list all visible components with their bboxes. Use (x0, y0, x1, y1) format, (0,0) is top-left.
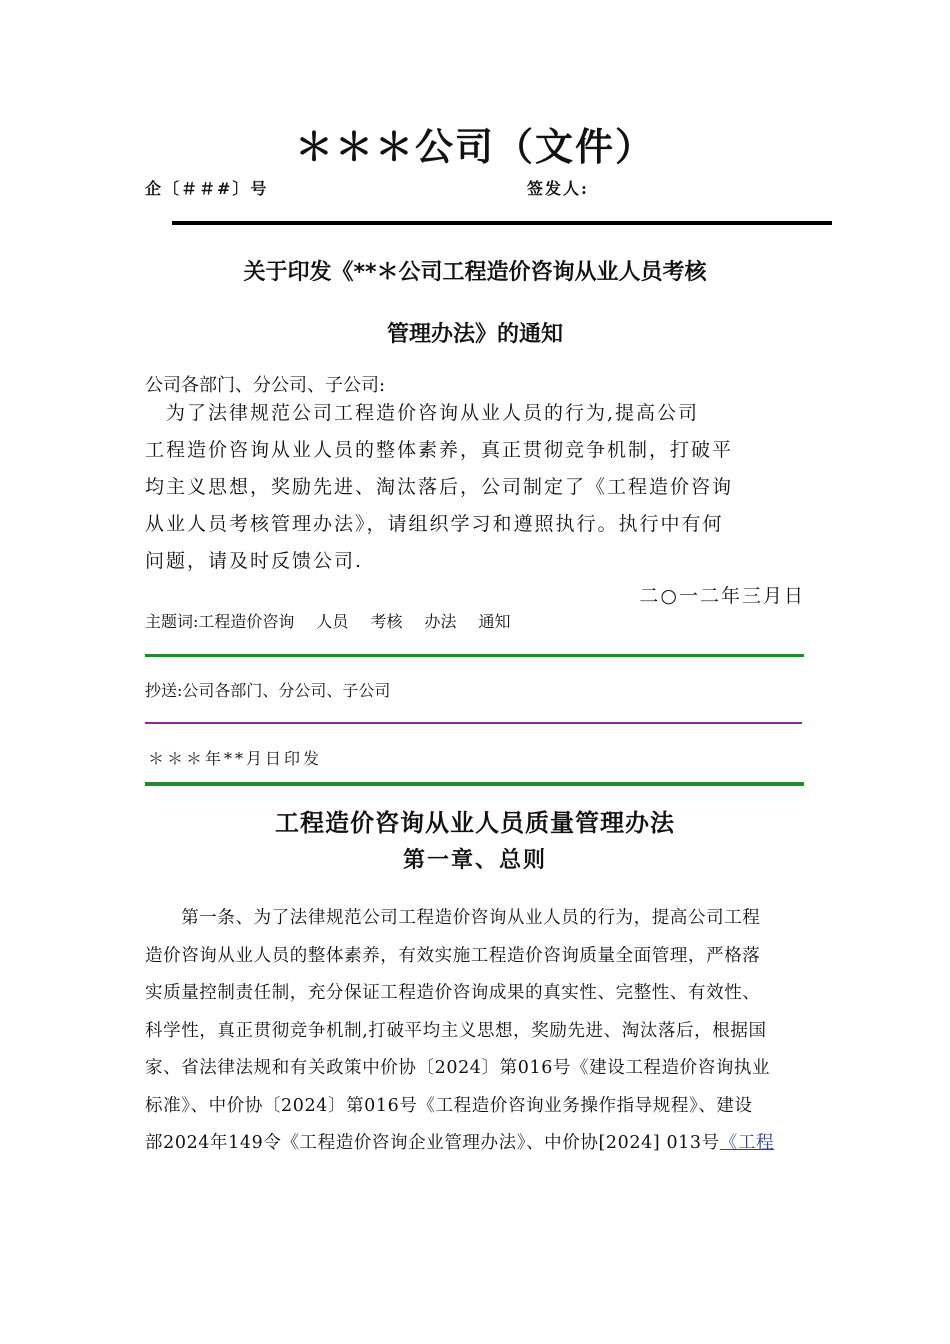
document-title: ＊＊＊公司（文件） (294, 125, 655, 169)
cc-divider (145, 722, 802, 724)
printed-date: ＊＊＊年**月日印发 (148, 749, 323, 768)
issuer-label: 签发人: (527, 179, 589, 198)
keyword: 办法 (424, 612, 457, 631)
keywords-divider (145, 654, 804, 657)
document-number: 企〔＃＃#〕号 (145, 179, 269, 198)
article-line: 第一条、为了法律规范公司工程造价咨询从业人员的行为，提高公司工程 (145, 908, 761, 928)
keyword: 人员 (316, 612, 349, 631)
salutation: 公司各部门、分公司、子公司: (145, 375, 386, 396)
article-paragraph (145, 900, 810, 1163)
notice-date: 二○一二年三月日 (639, 585, 805, 607)
article-line-text: 部2024年149令《工程造价咨询企业管理办法》、中价协[2024] 013号 (145, 1133, 720, 1153)
notice-title-line-2: 管理办法》的通知 (386, 322, 563, 347)
keyword: 通知 (478, 612, 511, 631)
notice-body-line: 均主义思想，奖励先进、淘汰落后，公司制定了《工程造价咨询 (145, 476, 734, 498)
chapter-heading: 第一章、总则 (402, 847, 547, 873)
article-line: 科学性，真正贯彻竞争机制,打破平均主义思想，奖励先进、淘汰落后，根据国 (145, 1020, 767, 1041)
notice-body (145, 395, 785, 580)
keyword: 考核 (370, 612, 403, 631)
article-line: 造价咨询从业人员的整体素养，有效实施工程造价咨询质量全面管理，严格落 (145, 945, 761, 966)
notice-title-line-1: 关于印发《**＊公司工程造价咨询从业人员考核 (243, 260, 707, 285)
article-line: 实质量控制责任制，充分保证工程造价咨询成果的真实性、完整性、有效性、 (145, 983, 761, 1003)
article-line: 标准》、中价协〔2024〕第016号《工程造价咨询业务操作指导规程》、建设 (145, 1095, 753, 1116)
notice-body-line: 工程造价咨询从业人员的整体素养，真正贯彻竞争机制，打破平 (145, 439, 734, 461)
keyword: 工程造价咨询 (198, 612, 295, 631)
notice-body-line: 为了法律规范公司工程造价咨询从业人员的行为,提高公司 (145, 402, 700, 424)
regulation-title: 工程造价咨询从业人员质量管理办法 (275, 808, 675, 837)
article-line: 家、省法律法规和有关政策中价协〔2024〕第016号《建设工程造价咨询执业 (145, 1058, 771, 1078)
header-divider (172, 221, 832, 225)
article-line-last (145, 1125, 810, 1163)
cc-line: 抄送:公司各部门、分公司、子公司 (145, 681, 391, 700)
notice-body-line: 问题，请及时反馈公司. (145, 550, 364, 572)
document-link[interactable]: 《工程 (719, 1133, 775, 1153)
keywords-label: 主题词: (145, 612, 199, 631)
keywords-row (145, 608, 532, 636)
footer-divider (145, 782, 804, 786)
notice-body-line: 从业人员考核管理办法》，请组织学习和遵照执行。执行中有何 (145, 513, 724, 535)
